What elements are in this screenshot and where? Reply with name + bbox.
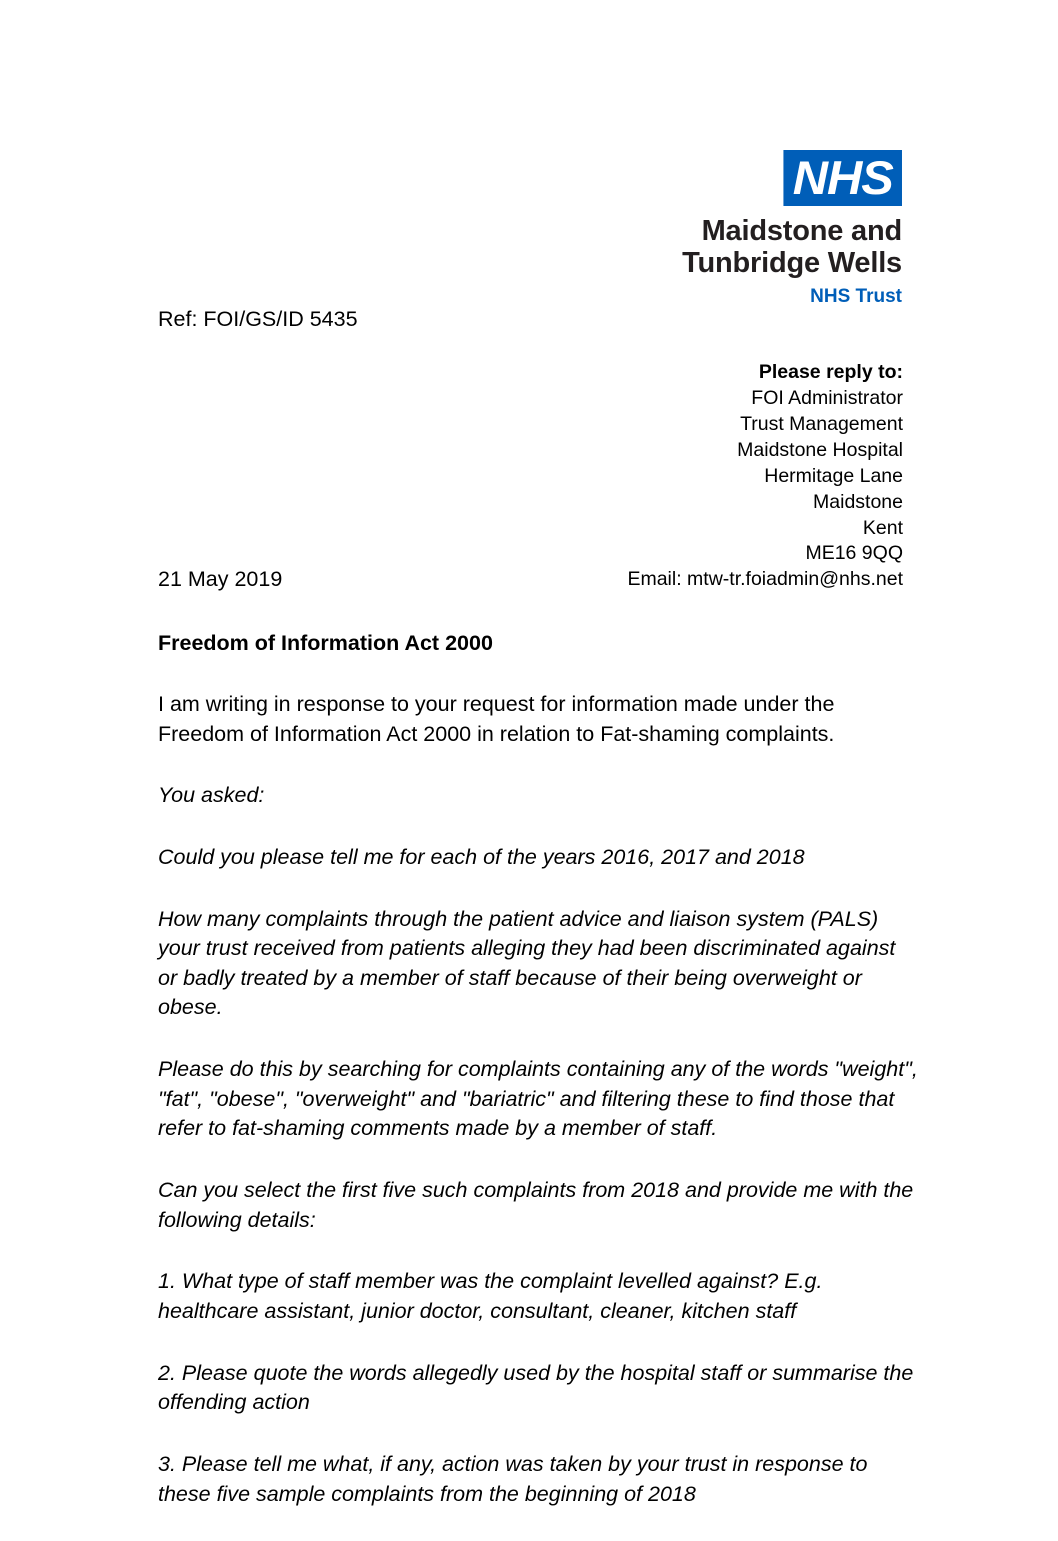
trust-subtitle: NHS Trust [810,285,902,307]
reply-to-line: ME16 9QQ [805,542,903,565]
nhs-trust-logo [560,150,902,308]
question-paragraph-1: Could you please tell me for each of the years 2016, 2017 and 2018 [158,844,805,869]
reply-to-heading: Please reply to: [758,361,903,383]
question-item-1: 1. What type of staff member was the complaint levelled against? E.g. healthcare assistant, junior doctor, consultant, cleaner, kitchen staff [158,1269,823,1324]
question-paragraph-2: How many complaints through the patient advice and liaison system (PALS) your trust received from patients alleging they had been discriminated against or badly treated by a member of staff because of their being overweight or obese. [158,906,896,1020]
trust-name [560,215,902,280]
question-paragraph-3: Please do this by searching for complaints containing any of the words "weight", "fat", "obese", "overweight" and "bariatric" and filtering these to find those that refer to fat-shaming comments made by a member of staff. [158,1057,918,1141]
letter-heading: Freedom of Information Act 2000 [158,630,493,655]
reply-to-line: Hermitage Lane [764,464,903,487]
question-paragraph-4: Can you select the first five such complaints from 2018 and provide me with the following details: [158,1178,914,1232]
nhs-logo-icon: NHS [783,150,902,206]
reply-to-line: Kent [862,516,903,539]
reference-line: Ref: FOI/GS/ID 5435 [158,307,358,331]
reply-to-line: FOI Administrator [751,386,903,409]
reply-to-address-block [460,360,903,593]
reply-to-line: Maidstone Hospital [737,438,903,461]
trust-name-line-1: Maidstone and [701,215,902,247]
you-asked-label: You asked: [158,783,265,808]
question-item-2: 2. Please quote the words allegedly used by the hospital staff or summarise the offending action [158,1360,914,1415]
letter-intro-paragraph: I am writing in response to your request for information made under the Freedom of Information Act 2000 in relation to Fat-shaming complaints. [158,691,835,746]
reply-to-line: Trust Management [740,412,903,435]
letter-date: 21 May 2019 [158,567,283,591]
trust-name-line-2: Tunbridge Wells [682,247,902,280]
reply-to-email-line: Email: mtw-tr.foiadmin@nhs.net [627,568,903,591]
reply-to-line: Maidstone [813,490,903,513]
letter-body [158,566,918,1541]
question-item-3: 3. Please tell me what, if any, action was taken by your trust in response to these five sample complaints from the beginning of 2018 [158,1452,868,1506]
